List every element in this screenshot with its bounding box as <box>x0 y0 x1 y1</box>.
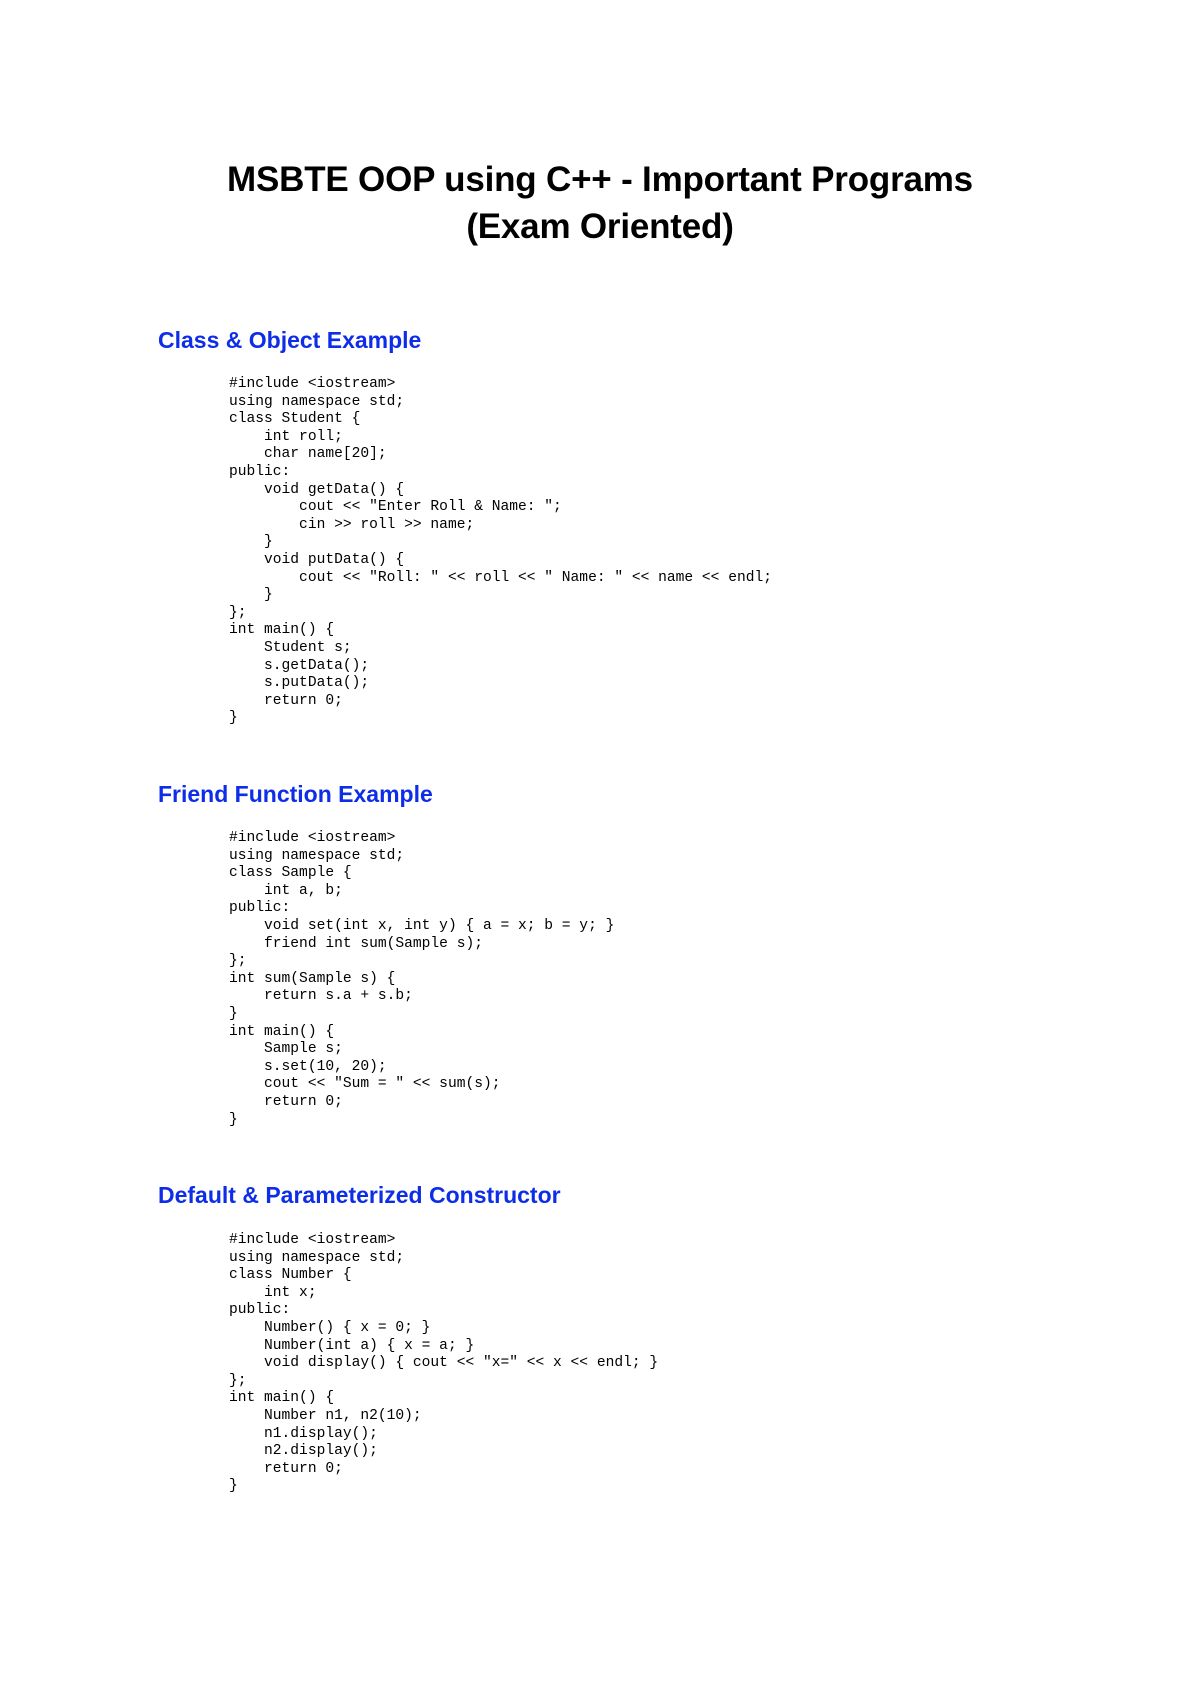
code-line: #include <iostream> <box>229 1232 396 1248</box>
code-line: s.getData(); <box>229 657 370 674</box>
code-line: void putData() { <box>229 551 405 568</box>
code-line: } <box>229 587 273 604</box>
section-heading-constructors: Default & Parameterized Constructor <box>158 1182 561 1208</box>
code-line: friend int sum(Sample s); <box>229 935 483 952</box>
code-line: #include <iostream> <box>229 376 396 392</box>
code-line: int sum(Sample s) { <box>229 970 396 987</box>
code-line: }; <box>229 953 247 970</box>
code-line: return 0; <box>229 692 343 709</box>
code-line: cout << "Sum = " << sum(s); <box>229 1076 501 1093</box>
document-title-line-2: (Exam Oriented) <box>466 207 734 246</box>
code-block-constructors <box>229 1232 658 1496</box>
code-line: int x; <box>229 1284 317 1301</box>
code-line: class Sample { <box>229 865 352 882</box>
code-line: void set(int x, int y) { a = x; b = y; } <box>229 917 615 934</box>
code-line: cout << "Enter Roll & Name: "; <box>229 499 562 516</box>
code-line: return 0; <box>229 1093 343 1110</box>
code-line: } <box>229 710 238 727</box>
document-title-line-1: MSBTE OOP using C++ - Important Programs <box>227 160 973 199</box>
code-line: void getData() { <box>229 481 405 498</box>
code-line: int main() { <box>229 1390 335 1407</box>
code-line: public: <box>229 900 291 917</box>
code-line: } <box>229 1111 238 1128</box>
code-line: public: <box>229 463 291 480</box>
code-line: }; <box>229 604 247 621</box>
code-line: using namespace std; <box>229 393 405 410</box>
code-line: int main() { <box>229 622 335 639</box>
code-line: n2.display(); <box>229 1443 378 1460</box>
code-line: } <box>229 534 273 551</box>
code-line: return 0; <box>229 1460 343 1477</box>
code-line: using namespace std; <box>229 847 405 864</box>
code-block-class-object <box>229 376 772 728</box>
code-line: } <box>229 1478 238 1495</box>
code-line: s.putData(); <box>229 675 370 692</box>
code-line: int roll; <box>229 428 343 445</box>
code-line: using namespace std; <box>229 1249 405 1266</box>
code-line: Number(int a) { x = a; } <box>229 1337 475 1354</box>
code-line: Number n1, n2(10); <box>229 1407 422 1424</box>
code-block-friend-function <box>229 830 614 1129</box>
code-line: Student s; <box>229 639 352 656</box>
code-line: #include <iostream> <box>229 830 396 846</box>
code-line: s.set(10, 20); <box>229 1058 387 1075</box>
code-line: int a, b; <box>229 882 343 899</box>
code-line: Sample s; <box>229 1041 343 1058</box>
code-line: char name[20]; <box>229 446 387 463</box>
section-heading-class-object: Class & Object Example <box>158 327 422 353</box>
code-line: return s.a + s.b; <box>229 988 413 1005</box>
code-line: void display() { cout << "x=" << x << endl; } <box>229 1355 659 1372</box>
code-line: int main() { <box>229 1023 335 1040</box>
code-line: class Student { <box>229 411 361 428</box>
code-line: }; <box>229 1372 247 1389</box>
code-line: class Number { <box>229 1267 352 1284</box>
code-line: } <box>229 1005 238 1022</box>
code-line: public: <box>229 1302 291 1319</box>
code-line: cout << "Roll: " << roll << " Name: " << name << endl; <box>229 569 772 586</box>
code-line: cin >> roll >> name; <box>229 516 475 533</box>
section-heading-friend-function: Friend Function Example <box>158 781 433 807</box>
code-line: Number() { x = 0; } <box>229 1319 431 1336</box>
code-line: n1.display(); <box>229 1425 378 1442</box>
